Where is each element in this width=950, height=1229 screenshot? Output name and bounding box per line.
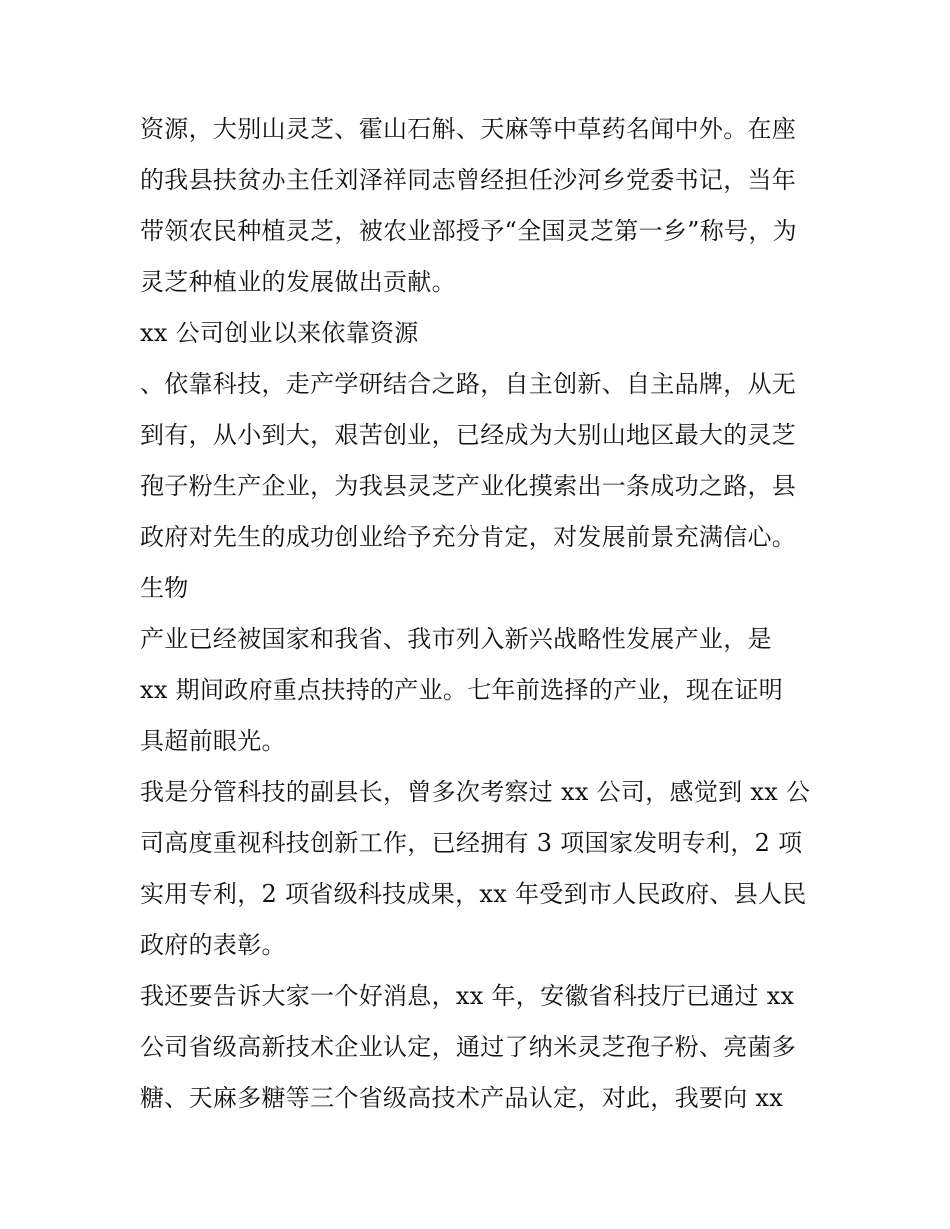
text-line: 孢子粉生产企业，为我县灵芝产业化摸索出一条成功之路，县 — [140, 472, 797, 500]
text-line: 我是分管科技的副县长，曾多次考察过 xx 公司，感觉到 xx 公 — [140, 778, 811, 806]
text-line: 糖、天麻多糖等三个省级高技术产品认定，对此，我要向 xx — [140, 1084, 784, 1112]
text-line: 实用专利，2 项省级科技成果，xx 年受到市人民政府、县人民 — [140, 880, 807, 908]
text-line: 资源，大别山灵芝、霍山石斛、天麻等中草药名闻中外。在座 — [140, 115, 797, 143]
text-line: 生物 — [140, 574, 189, 602]
text-line: 具超前眼光。 — [140, 727, 286, 755]
text-line: xx 期间政府重点扶持的产业。七年前选择的产业，现在证明 — [140, 676, 784, 704]
text-line: 产业已经被国家和我省、我市列入新兴战略性发展产业，是 — [140, 625, 772, 653]
text-line: 的我县扶贫办主任刘泽祥同志曾经担任沙河乡党委书记，当年 — [140, 166, 797, 194]
text-line: 、依靠科技，走产学研结合之路，自主创新、自主品牌，从无 — [140, 370, 797, 398]
text-line: 带领农民种植灵芝，被农业部授予“全国灵芝第一乡”称号，为 — [140, 217, 797, 245]
text-line: xx 公司创业以来依靠资源 — [140, 319, 419, 347]
text-line: 公司省级高新技术企业认定，通过了纳米灵芝孢子粉、亮菌多 — [140, 1033, 797, 1061]
text-line: 政府的表彰。 — [140, 931, 286, 959]
body-text — [140, 104, 830, 1124]
text-line: 灵芝种植业的发展做出贡献。 — [140, 268, 456, 296]
text-line: 我还要告诉大家一个好消息，xx 年，安徽省科技厅已通过 xx — [140, 982, 795, 1010]
text-line: 到有，从小到大，艰苦创业，已经成为大别山地区最大的灵芝 — [140, 421, 797, 449]
text-line: 政府对先生的成功创业给予充分肯定，对发展前景充满信心。 — [140, 523, 797, 551]
text-line: 司高度重视科技创新工作，已经拥有 3 项国家发明专利，2 项 — [140, 829, 803, 857]
